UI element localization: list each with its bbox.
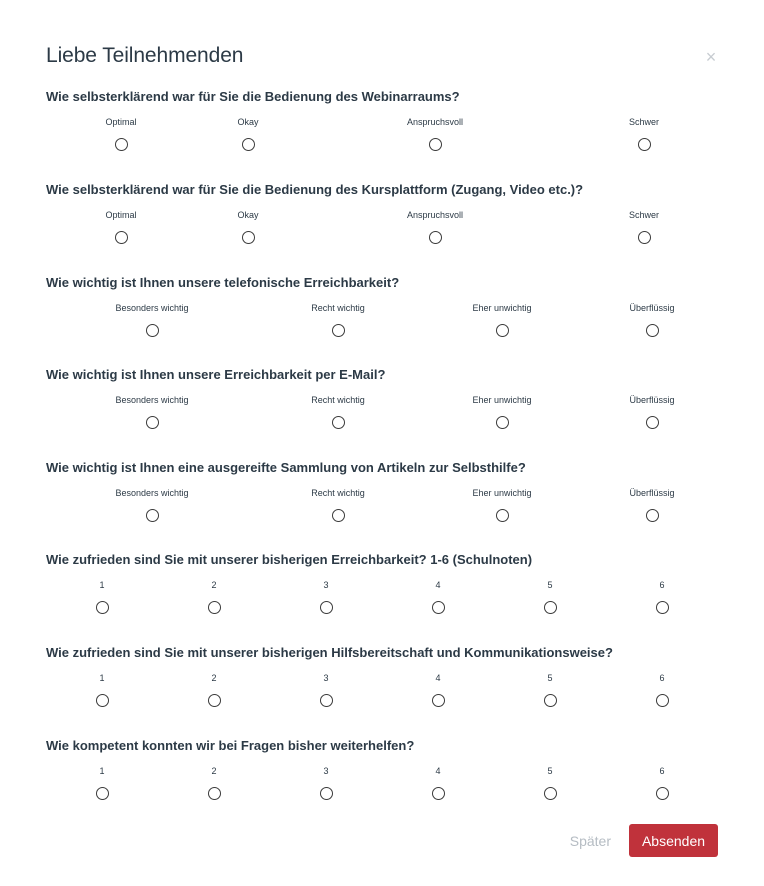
radio-button[interactable]	[656, 787, 669, 800]
radio-button[interactable]	[656, 694, 669, 707]
question-label: Wie zufrieden sind Sie mit unserer bisherigen Hilfsbereitschaft und Kommunikationsweise?	[46, 645, 613, 660]
question-label: Wie kompetent konnten wir bei Fragen bisher weiterhelfen?	[46, 738, 415, 753]
answer-option	[592, 488, 712, 522]
radio-button[interactable]	[96, 694, 109, 707]
radio-button[interactable]	[96, 787, 109, 800]
later-button[interactable]: Später	[569, 832, 611, 849]
answer-option-label: Anspruchsvoll	[406, 210, 464, 220]
answer-option-label: 1	[99, 766, 105, 776]
answer-option	[592, 303, 712, 337]
radio-button[interactable]	[242, 138, 255, 151]
question-label: Wie zufrieden sind Sie mit unserer bisherigen Erreichbarkeit? 1-6 (Schulnoten)	[46, 552, 533, 567]
question-kursplattform	[46, 182, 718, 220]
answer-option	[278, 303, 398, 337]
answer-option	[584, 117, 704, 151]
submit-button[interactable]: Absenden	[629, 824, 718, 857]
answer-option-label: 2	[211, 580, 217, 590]
answer-option	[42, 673, 162, 707]
question-erreichbarkeit	[46, 552, 718, 590]
radio-button[interactable]	[496, 416, 509, 429]
answer-option-label: Recht wichtig	[311, 395, 365, 405]
answer-option	[442, 488, 562, 522]
answer-option	[490, 580, 610, 614]
question-artikel	[46, 460, 718, 498]
answer-option-label: Überflüssig	[629, 395, 675, 405]
radio-button[interactable]	[115, 231, 128, 244]
answer-option	[188, 117, 308, 151]
radio-button[interactable]	[146, 416, 159, 429]
radio-button[interactable]	[432, 787, 445, 800]
question-hilfsbereitschaft	[46, 645, 718, 683]
answer-option-label: 4	[435, 673, 441, 683]
answer-option	[92, 303, 212, 337]
answer-option	[92, 488, 212, 522]
radio-button[interactable]	[429, 138, 442, 151]
radio-button[interactable]	[496, 509, 509, 522]
radio-button[interactable]	[242, 231, 255, 244]
radio-button[interactable]	[332, 416, 345, 429]
radio-button[interactable]	[656, 601, 669, 614]
radio-button[interactable]	[544, 787, 557, 800]
answer-option	[602, 766, 722, 800]
radio-button[interactable]	[544, 601, 557, 614]
question-kompetenz	[46, 738, 718, 776]
answer-option-label: Okay	[237, 117, 259, 127]
answer-option-label: Besonders wichtig	[115, 488, 189, 498]
radio-button[interactable]	[544, 694, 557, 707]
radio-button[interactable]	[432, 601, 445, 614]
radio-button[interactable]	[320, 787, 333, 800]
answer-option	[592, 395, 712, 429]
question-telefon	[46, 275, 718, 313]
answer-option-label: Besonders wichtig	[115, 303, 189, 313]
close-icon[interactable]: ×	[705, 47, 717, 67]
modal-footer	[570, 824, 718, 857]
answer-option-label: 4	[435, 580, 441, 590]
answer-option-label: Eher unwichtig	[472, 488, 532, 498]
answer-option-label: 5	[547, 766, 553, 776]
answer-option-label: Eher unwichtig	[472, 395, 532, 405]
answer-option	[266, 580, 386, 614]
answer-option-label: 3	[323, 673, 329, 683]
answer-option-label: 3	[323, 580, 329, 590]
answer-option-label: 5	[547, 580, 553, 590]
answer-option	[378, 673, 498, 707]
answer-option-label: Eher unwichtig	[472, 303, 532, 313]
answer-option	[602, 673, 722, 707]
answer-option-label: Schwer	[628, 117, 659, 127]
radio-button[interactable]	[208, 601, 221, 614]
answer-option	[442, 395, 562, 429]
answer-option	[154, 673, 274, 707]
answer-option-label: Schwer	[628, 210, 659, 220]
answer-option	[154, 766, 274, 800]
answer-option-label: Besonders wichtig	[115, 395, 189, 405]
radio-button[interactable]	[208, 694, 221, 707]
answer-option	[266, 766, 386, 800]
radio-button[interactable]	[646, 509, 659, 522]
answer-option	[442, 303, 562, 337]
answer-option	[602, 580, 722, 614]
answer-option-label: 6	[659, 766, 665, 776]
answer-option	[266, 673, 386, 707]
answer-option-label: 4	[435, 766, 441, 776]
answer-option	[42, 766, 162, 800]
question-email	[46, 367, 718, 405]
radio-button[interactable]	[332, 324, 345, 337]
answer-option	[378, 766, 498, 800]
answer-option-label: 2	[211, 766, 217, 776]
question-label: Wie selbsterklärend war für Sie die Bedienung des Kursplattform (Zugang, Video etc.)?	[46, 182, 584, 197]
question-label: Wie wichtig ist Ihnen unsere Erreichbarkeit per E-Mail?	[46, 367, 386, 382]
answer-option	[378, 580, 498, 614]
answer-option-label: 2	[211, 673, 217, 683]
answer-option	[188, 210, 308, 244]
answer-option-label: Optimal	[105, 210, 137, 220]
radio-button[interactable]	[646, 324, 659, 337]
answer-option	[92, 395, 212, 429]
radio-button[interactable]	[638, 231, 651, 244]
answer-option-label: Recht wichtig	[311, 488, 365, 498]
answer-option-label: 3	[323, 766, 329, 776]
radio-button[interactable]	[429, 231, 442, 244]
answer-option	[375, 210, 495, 244]
answer-option	[42, 580, 162, 614]
answer-option	[490, 766, 610, 800]
answer-option	[154, 580, 274, 614]
answer-option-label: 1	[99, 580, 105, 590]
answer-option-label: Anspruchsvoll	[406, 117, 464, 127]
answer-option	[375, 117, 495, 151]
answer-option	[61, 117, 181, 151]
radio-button[interactable]	[646, 416, 659, 429]
radio-button[interactable]	[332, 509, 345, 522]
answer-option	[584, 210, 704, 244]
radio-button[interactable]	[96, 601, 109, 614]
answer-option	[278, 395, 398, 429]
modal-title: Liebe Teilnehmenden	[46, 44, 244, 67]
question-label: Wie wichtig ist Ihnen eine ausgereifte Sammlung von Artikeln zur Selbsthilfe?	[46, 460, 526, 475]
answer-option	[61, 210, 181, 244]
question-webinar	[46, 89, 718, 127]
question-label: Wie wichtig ist Ihnen unsere telefonische Erreichbarkeit?	[46, 275, 400, 290]
radio-button[interactable]	[146, 324, 159, 337]
answer-option-label: 1	[99, 673, 105, 683]
answer-option-label: Optimal	[105, 117, 137, 127]
answer-option-label: Recht wichtig	[311, 303, 365, 313]
answer-option-label: Überflüssig	[629, 488, 675, 498]
answer-option-label: Okay	[237, 210, 259, 220]
radio-button[interactable]	[320, 601, 333, 614]
answer-option-label: 5	[547, 673, 553, 683]
answer-option-label: 6	[659, 580, 665, 590]
radio-button[interactable]	[320, 694, 333, 707]
radio-button[interactable]	[496, 324, 509, 337]
answer-option	[278, 488, 398, 522]
answer-option-label: Überflüssig	[629, 303, 675, 313]
radio-button[interactable]	[432, 694, 445, 707]
answer-option-label: 6	[659, 673, 665, 683]
radio-button[interactable]	[115, 138, 128, 151]
question-label: Wie selbsterklärend war für Sie die Bedienung des Webinarraums?	[46, 89, 460, 104]
radio-button[interactable]	[146, 509, 159, 522]
radio-button[interactable]	[208, 787, 221, 800]
radio-button[interactable]	[638, 138, 651, 151]
answer-option	[490, 673, 610, 707]
